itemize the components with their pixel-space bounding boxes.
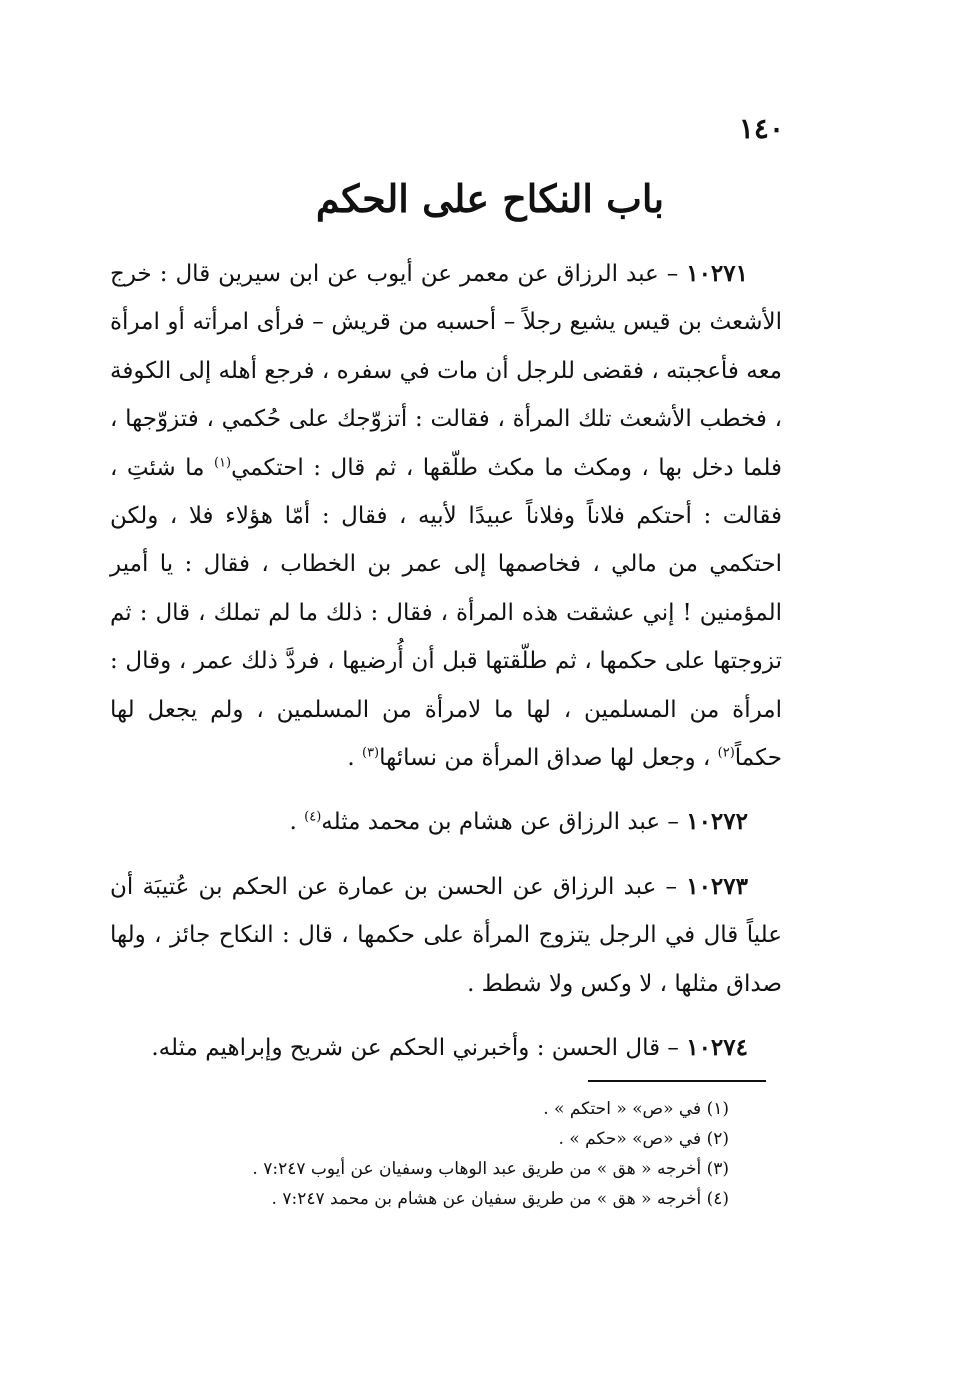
hadith-text: . <box>347 745 355 772</box>
footnote-divider <box>588 1080 766 1082</box>
footnote-ref: (١) <box>213 454 232 470</box>
footnote-ref: (٣) <box>361 745 380 761</box>
hadith-10272 <box>110 798 782 846</box>
main-text <box>110 250 782 1089</box>
chapter-title: باب النكاح على الحكم <box>315 176 665 221</box>
footnotes <box>169 1094 729 1214</box>
hadith-text: – عبد الرزاق عن معمر عن أيوب عن ابن سيرين قال : خرج الأشعث بن قيس يشيع رجلاً – أحسبه من قريش – فرأى امرأته أو امرأة معه فأعجبته ، فقضى للرجل أن مات في سفره ، فرجع أهله إلى الكوفة ، فخطب الأشعث تلك المرأة ، فقالت : أتزوّجك على حُكمي ، فتزوّجها ، فلما دخل بها ، ومكث ما مكث طلّقها ، ثم قال : احتكمي <box>110 261 782 481</box>
footnote-2: (٢) في «ص» «حكم » . <box>558 1129 729 1149</box>
page-number: ١٤٠ <box>738 112 784 145</box>
hadith-text: – عبد الرزاق عن الحسن بن عمارة عن الحكم بن عُتيبَة أن علياً قال في الرجل يتزوج المرأة على حكمها ، قال : النكاح جائز ، ولها صداق مثلها ، لا وكس ولا شطط . <box>110 873 782 997</box>
hadith-text: – قال الحسن : وأخبرني الحكم عن شريح وإبراهيم مثله. <box>151 1035 679 1062</box>
hadith-number: ١٠٢٧١ <box>686 260 748 287</box>
hadith-10274 <box>110 1024 782 1072</box>
hadith-text: ، وجعل لها صداق المرأة من نسائها <box>379 745 711 772</box>
hadith-10271 <box>110 250 782 782</box>
footnote-1: (١) في «ص» « احتكم » . <box>543 1099 729 1119</box>
hadith-number: ١٠٢٧٢ <box>686 808 748 836</box>
footnote-3: (٣) أخرجه « هق » من طريق عبد الوهاب وسفيان عن أيوب ٧:٢٤٧ . <box>252 1159 729 1179</box>
hadith-number: ١٠٢٧٣ <box>686 872 748 900</box>
footnote-ref: (٢) <box>717 745 735 761</box>
hadith-text: ما شئتِ ، فقالت : أحتكم فلاناً وفلاناً عبيدًا لأبيه ، فقال : أمّا هؤلاء فلا ، ولكن احتكمي من مالي ، فخاصمها إلى عمر بن الخطاب ، فقال : يا أمير المؤمنين ! إني عشقت هذه المرأة ، فقال : ذلك ما لم تملك ، قال : ثم تزوجتها على حكمها ، ثم طلّقتها قبل أن أُرضيها ، فردَّ ذلك عمر ، وقال : امرأة من المسلمين ، لها ما لامرأة من المسلمين ، ولم يجعل لها حكماً <box>110 454 782 772</box>
footnote-4: (٤) أخرجه « هق » من طريق سفيان عن هشام بن محمد ٧:٢٤٧ . <box>271 1189 729 1209</box>
hadith-10273 <box>110 863 782 1008</box>
hadith-text: – عبد الرزاق عن هشام بن محمد مثله <box>321 809 679 836</box>
hadith-number: ١٠٢٧٤ <box>686 1034 748 1062</box>
hadith-text: . <box>289 809 297 836</box>
footnote-ref: (٤) <box>304 809 322 825</box>
